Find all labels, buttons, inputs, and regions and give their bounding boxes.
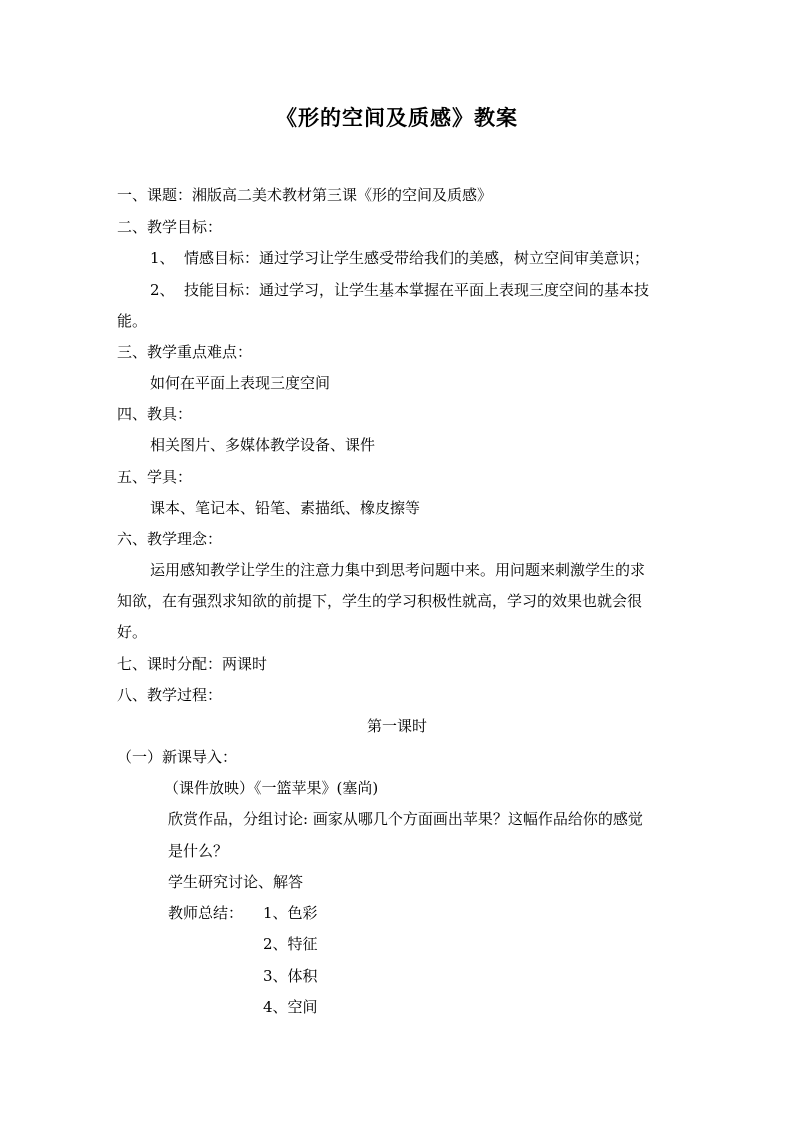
section-keypoints-body: 如何在平面上表现三度空间 [150,374,331,392]
teacher-summary [168,903,318,923]
section-teaching-aids-body: 相关图片、多媒体教学设备、课件 [150,436,376,454]
period-title: 第一课时 [366,717,427,735]
objective-item-1-text: 情感目标：通过学习让学生感受带给我们的美感，树立空间审美意识； [184,249,650,267]
section-philosophy-line-3: 好。 [117,623,148,641]
section-philosophy-line-1: 运用感知教学让学生的注意力集中到思考问题中来。用问题来刺激学生的求 [150,561,646,579]
summary-item: 3、体积 [263,967,318,985]
section-time-allocation: 七、课时分配：两课时 [117,655,268,673]
section-teaching-aids-heading: 四、教具： [117,405,193,423]
section-keypoints-heading: 三、教学重点难点： [117,343,253,361]
document-title: 《形的空间及质感》教案 [276,105,518,130]
objective-item-2-text: 技能目标：通过学习，让学生基本掌握在平面上表现三度空间的基本技 [184,281,650,299]
section-process-heading: 八、教学过程： [117,686,223,704]
section-topic: 一、课题：湘版高二美术教材第三课《形的空间及质感》 [117,186,493,204]
objective-item-1-number: 1、 [150,249,175,267]
teacher-summary-label: 教师总结： [168,904,244,922]
summary-item: 4、空间 [263,998,318,1016]
section-philosophy-line-2: 知欲，在有强烈求知欲的前提下，学生的学习积极性就高，学习的效果也就会很 [117,592,643,610]
part-1-title: （一）新课导入： [117,748,238,766]
section-learning-tools-body: 课本、笔记本、铅笔、素描纸、橡皮擦等 [150,499,421,517]
objective-item-2-number: 2、 [150,281,175,299]
objective-item-2-continuation: 能。 [117,312,148,330]
appreciate-line-2: 是什么？ [168,842,229,860]
discussion-line: 学生研究讨论、解答 [168,873,304,891]
appreciate-line-1: 欣赏作品，分组讨论: 画家从哪几个方面画出苹果？这幅作品给你的感觉 [168,810,643,828]
objective-item-1 [150,248,649,268]
summary-item: 2、特征 [263,935,318,953]
objective-item-2 [150,280,649,300]
summary-item: 1、色彩 [263,904,318,922]
section-learning-tools-heading: 五、学具： [117,468,193,486]
courseware-line: （课件放映）《一篮苹果》(塞尚) [164,779,379,797]
section-objectives-heading: 二、教学目标： [117,218,223,236]
section-philosophy-heading: 六、教学理念： [117,530,223,548]
